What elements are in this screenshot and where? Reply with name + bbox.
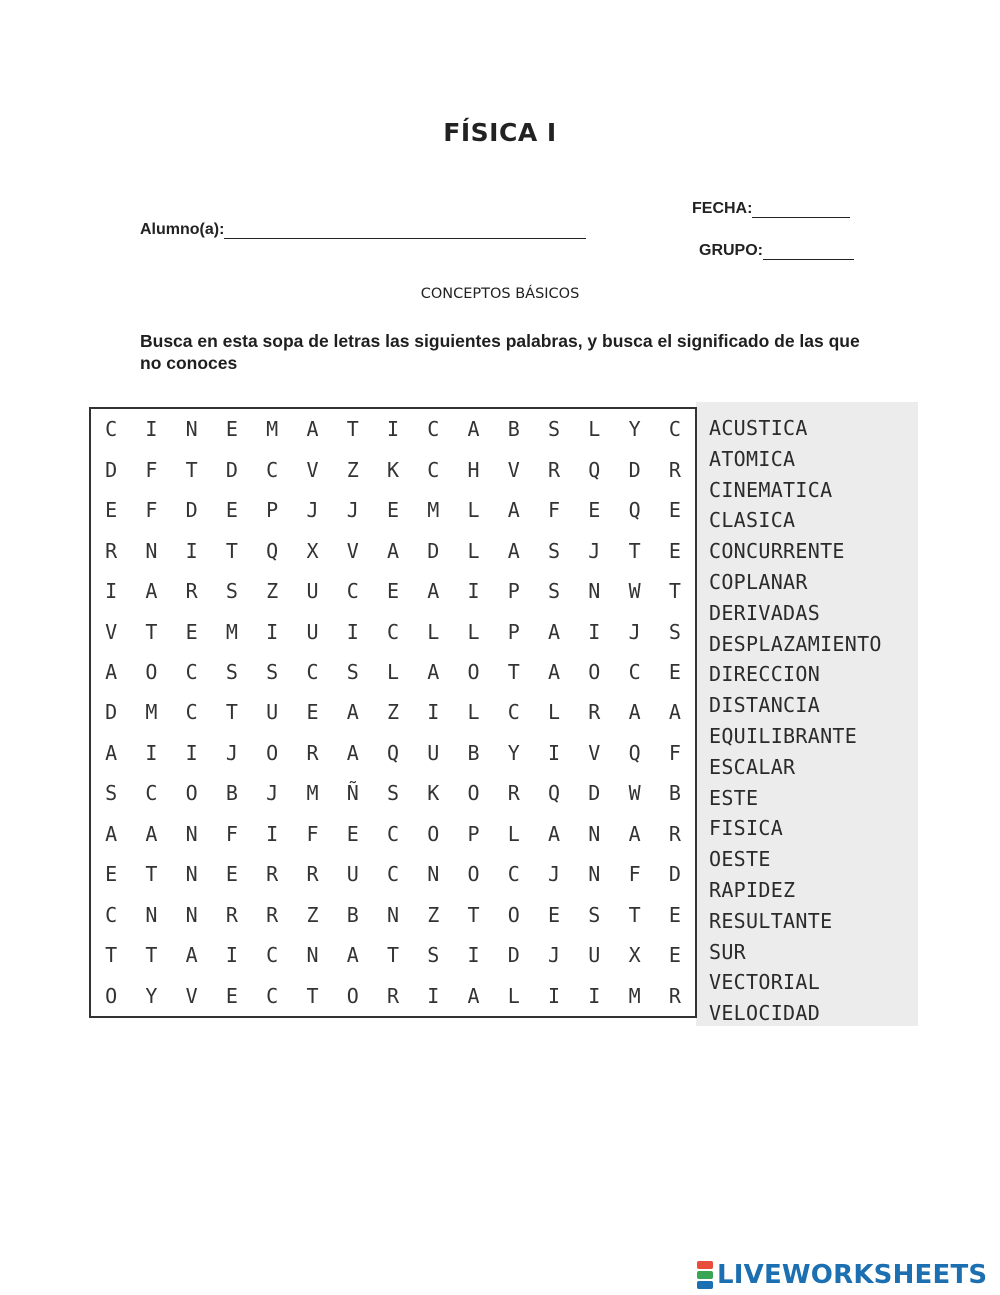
- grid-cell[interactable]: C: [185, 660, 198, 685]
- grid-cell[interactable]: T: [145, 862, 158, 887]
- grid-cell[interactable]: O: [467, 781, 480, 806]
- grid-cell[interactable]: C: [145, 781, 158, 806]
- grid-cell[interactable]: O: [427, 821, 440, 846]
- grid-cell[interactable]: D: [427, 538, 440, 563]
- grid-cell[interactable]: A: [185, 943, 198, 968]
- grid-cell[interactable]: D: [628, 457, 641, 482]
- grid-cell[interactable]: F: [548, 498, 561, 523]
- grid-cell[interactable]: E: [346, 821, 359, 846]
- grid-cell[interactable]: J: [548, 943, 561, 968]
- grid-cell[interactable]: E: [668, 660, 681, 685]
- grid-cell[interactable]: M: [427, 498, 440, 523]
- grid-cell[interactable]: E: [225, 862, 238, 887]
- grid-cell[interactable]: T: [628, 902, 641, 927]
- grid-cell[interactable]: A: [145, 579, 158, 604]
- word-list-item: ATOMICA: [709, 446, 796, 471]
- grid-cell[interactable]: A: [467, 983, 480, 1008]
- grid-cell[interactable]: F: [145, 457, 158, 482]
- grid-cell[interactable]: A: [548, 821, 561, 846]
- grid-cell[interactable]: U: [588, 943, 601, 968]
- grid-cell[interactable]: R: [588, 700, 601, 725]
- grid-cell[interactable]: K: [427, 781, 440, 806]
- grid-cell[interactable]: U: [346, 862, 359, 887]
- grid-cell[interactable]: U: [266, 700, 279, 725]
- grid-cell[interactable]: I: [427, 983, 440, 1008]
- grid-cell[interactable]: O: [145, 660, 158, 685]
- grid-cell[interactable]: Z: [346, 457, 359, 482]
- liveworksheets-logo-icon: [697, 1260, 713, 1290]
- grid-cell[interactable]: I: [548, 983, 561, 1008]
- grid-cell[interactable]: K: [386, 457, 400, 482]
- grid-cell[interactable]: N: [145, 538, 158, 563]
- grid-cell[interactable]: E: [548, 902, 561, 927]
- grid-cell[interactable]: E: [105, 498, 118, 523]
- grid-cell[interactable]: R: [668, 821, 681, 846]
- grid-cell[interactable]: T: [467, 902, 480, 927]
- grid-cell[interactable]: I: [266, 619, 279, 644]
- word-list-item: DERIVADAS: [709, 600, 821, 625]
- grid-cell[interactable]: D: [105, 457, 118, 482]
- grid-cell[interactable]: I: [346, 619, 359, 644]
- grid-cell[interactable]: N: [306, 943, 319, 968]
- grid-cell[interactable]: B: [467, 740, 480, 765]
- grid-cell[interactable]: E: [225, 983, 238, 1008]
- grid-cell[interactable]: A: [507, 498, 520, 523]
- grid-cell[interactable]: L: [467, 538, 480, 563]
- section-subtitle: CONCEPTOS BÁSICOS: [420, 286, 580, 302]
- grid-cell[interactable]: C: [507, 862, 520, 887]
- grid-cell[interactable]: N: [145, 902, 158, 927]
- grid-cell[interactable]: O: [185, 781, 198, 806]
- grid-cell[interactable]: F: [145, 498, 158, 523]
- grid-cell[interactable]: Q: [548, 781, 561, 806]
- logo-block: [697, 1281, 713, 1289]
- grid-cell[interactable]: E: [668, 538, 681, 563]
- grid-cell[interactable]: H: [467, 457, 480, 482]
- grid-cell[interactable]: Z: [386, 700, 400, 725]
- grid-cell[interactable]: A: [427, 660, 440, 685]
- grid-cell[interactable]: I: [185, 740, 198, 765]
- grid-cell[interactable]: Z: [427, 902, 440, 927]
- grid-cell[interactable]: I: [467, 943, 480, 968]
- grid-cell[interactable]: L: [548, 700, 561, 725]
- grid-cell[interactable]: S: [548, 417, 561, 442]
- grid-cell[interactable]: L: [588, 417, 601, 442]
- grupo-blank[interactable]: [763, 243, 854, 260]
- grid-cell[interactable]: I: [588, 983, 601, 1008]
- grid-cell[interactable]: L: [467, 700, 480, 725]
- grid-cell[interactable]: V: [185, 983, 198, 1008]
- grid-cell[interactable]: S: [427, 943, 440, 968]
- fecha-label: FECHA:: [692, 200, 753, 217]
- grid-cell[interactable]: O: [346, 983, 359, 1008]
- grid-cell[interactable]: I: [145, 417, 158, 442]
- grid-cell[interactable]: A: [145, 821, 158, 846]
- grid-cell[interactable]: C: [386, 862, 400, 887]
- word-list-item: OESTE: [709, 847, 771, 872]
- grid-cell[interactable]: L: [386, 660, 400, 685]
- grid-cell[interactable]: D: [668, 862, 681, 887]
- grid-cell[interactable]: M: [145, 700, 158, 725]
- grid-cell[interactable]: A: [386, 538, 400, 563]
- grid-cell[interactable]: R: [306, 740, 319, 765]
- grid-cell[interactable]: L: [467, 498, 480, 523]
- grid-cell[interactable]: A: [628, 821, 641, 846]
- word-list-item: DESPLAZAMIENTO: [709, 631, 882, 656]
- grid-cell[interactable]: E: [588, 498, 601, 523]
- grid-cell[interactable]: D: [588, 781, 601, 806]
- word-list-item: VECTORIAL: [709, 970, 821, 995]
- word-list-item: ESTE: [709, 785, 759, 810]
- grid-cell[interactable]: I: [467, 579, 480, 604]
- grid-cell[interactable]: M: [266, 417, 279, 442]
- grid-cell[interactable]: L: [427, 619, 440, 644]
- grid-cell[interactable]: C: [266, 983, 279, 1008]
- grid-cell[interactable]: O: [588, 660, 601, 685]
- grid-cell[interactable]: A: [105, 740, 118, 765]
- grid-cell[interactable]: Ñ: [346, 781, 359, 806]
- grid-cell[interactable]: V: [306, 457, 319, 482]
- grid-cell[interactable]: C: [628, 660, 641, 685]
- grid-cell[interactable]: F: [306, 821, 319, 846]
- word-list-item: COPLANAR: [709, 569, 808, 594]
- grid-cell[interactable]: M: [628, 983, 641, 1008]
- grid-cell[interactable]: T: [105, 943, 118, 968]
- grid-cell[interactable]: E: [386, 498, 400, 523]
- grid-cell[interactable]: N: [588, 862, 601, 887]
- grid-cell[interactable]: I: [145, 740, 158, 765]
- grid-cell[interactable]: Q: [628, 740, 641, 765]
- word-list: [709, 413, 882, 1029]
- grid-cell[interactable]: S: [588, 902, 601, 927]
- grid-cell[interactable]: X: [628, 943, 641, 968]
- grid-cell[interactable]: J: [346, 498, 359, 523]
- grid-cell[interactable]: E: [668, 902, 681, 927]
- grid-cell[interactable]: N: [588, 821, 601, 846]
- instructions-text: Busca en esta sopa de letras las siguientes palabras, y busca el significado de las que no conoces: [140, 331, 860, 373]
- grid-cell[interactable]: T: [185, 457, 198, 482]
- grid-cell[interactable]: Q: [588, 457, 601, 482]
- grid-cell[interactable]: P: [507, 619, 520, 644]
- grid-cell[interactable]: T: [507, 660, 520, 685]
- grid-cell[interactable]: W: [628, 781, 641, 806]
- grid-cell[interactable]: A: [105, 821, 118, 846]
- grupo-field[interactable]: [699, 242, 854, 260]
- grid-cell[interactable]: R: [548, 457, 561, 482]
- word-list-item: CLASICA: [709, 508, 796, 533]
- fecha-field[interactable]: [692, 200, 850, 218]
- grid-cell[interactable]: L: [467, 619, 480, 644]
- grid-cell[interactable]: S: [346, 660, 359, 685]
- grupo-label: GRUPO:: [699, 242, 763, 259]
- grid-cell[interactable]: I: [185, 538, 198, 563]
- grid-cell[interactable]: E: [668, 943, 681, 968]
- grid-cell[interactable]: V: [105, 619, 118, 644]
- grid-cell[interactable]: E: [225, 417, 238, 442]
- grid-cell[interactable]: O: [467, 862, 480, 887]
- grid-cell[interactable]: X: [306, 538, 319, 563]
- grid-cell[interactable]: V: [507, 457, 520, 482]
- grid-cell[interactable]: T: [145, 619, 158, 644]
- grid-cell[interactable]: B: [668, 781, 681, 806]
- grid-cell[interactable]: J: [225, 740, 238, 765]
- grid-cell[interactable]: C: [346, 579, 359, 604]
- grid-cell[interactable]: C: [668, 417, 681, 442]
- word-list-item: RESULTANTE: [709, 908, 833, 933]
- word-list-item: VELOCIDAD: [709, 1001, 821, 1026]
- grid-cell[interactable]: N: [185, 417, 198, 442]
- grid-cell[interactable]: S: [668, 619, 681, 644]
- grid-cell[interactable]: I: [266, 821, 279, 846]
- grid-cell[interactable]: U: [427, 740, 440, 765]
- grid-cell[interactable]: C: [427, 417, 440, 442]
- grid-cell[interactable]: P: [507, 579, 520, 604]
- grid-cell[interactable]: I: [427, 700, 440, 725]
- word-search-grid[interactable]: [89, 407, 697, 1018]
- grid-cell[interactable]: T: [225, 538, 238, 563]
- grid-cell[interactable]: N: [185, 902, 198, 927]
- grid-cell[interactable]: C: [266, 943, 279, 968]
- grid-cell[interactable]: S: [225, 579, 238, 604]
- grid-cell[interactable]: I: [386, 417, 400, 442]
- alumno-blank[interactable]: [224, 222, 586, 239]
- grid-cell[interactable]: V: [588, 740, 601, 765]
- liveworksheets-brand: LIVEWORKSHEETS: [717, 1260, 988, 1290]
- grid-cell[interactable]: E: [668, 498, 681, 523]
- word-list-item: SUR: [709, 939, 747, 964]
- grid-cell[interactable]: F: [628, 862, 641, 887]
- grid-cell[interactable]: T: [346, 417, 359, 442]
- alumno-field[interactable]: [140, 221, 586, 239]
- grid-cell[interactable]: C: [105, 417, 118, 442]
- grid-cell[interactable]: Q: [628, 498, 641, 523]
- grid-cell[interactable]: O: [507, 902, 520, 927]
- grid-cell[interactable]: D: [225, 457, 238, 482]
- grid-cell[interactable]: Y: [507, 740, 520, 765]
- grid-cell[interactable]: I: [225, 943, 238, 968]
- word-list-item: ACUSTICA: [709, 416, 808, 440]
- grid-cell[interactable]: R: [266, 862, 279, 887]
- liveworksheets-logo[interactable]: [697, 1258, 987, 1292]
- grid-cell[interactable]: R: [507, 781, 520, 806]
- word-list-item: CONCURRENTE: [709, 539, 845, 564]
- alumno-label: Alumno(a):: [140, 221, 225, 238]
- grid-cell[interactable]: T: [225, 700, 238, 725]
- grid-cell[interactable]: T: [145, 943, 158, 968]
- grid-cell[interactable]: T: [306, 983, 319, 1008]
- grid-cell[interactable]: N: [588, 579, 601, 604]
- grid-cell[interactable]: U: [306, 619, 319, 644]
- grid-cell[interactable]: R: [306, 862, 319, 887]
- grid-cell[interactable]: L: [507, 983, 520, 1008]
- word-list-item: FISICA: [709, 816, 784, 841]
- grid-cell[interactable]: T: [668, 579, 681, 604]
- grid-cell[interactable]: E: [386, 579, 400, 604]
- grid-cell[interactable]: M: [225, 619, 238, 644]
- grid-cell[interactable]: Q: [266, 538, 279, 563]
- grid-cell[interactable]: J: [548, 862, 561, 887]
- grid-cell[interactable]: J: [628, 619, 641, 644]
- grid-cell[interactable]: Z: [306, 902, 319, 927]
- grid-cell[interactable]: D: [105, 700, 118, 725]
- grid-cell[interactable]: S: [266, 660, 279, 685]
- grid-cell[interactable]: E: [225, 498, 238, 523]
- grid-cell[interactable]: M: [306, 781, 319, 806]
- word-list-item: RAPIDEZ: [709, 877, 796, 902]
- grid-cell[interactable]: T: [628, 538, 641, 563]
- word-list-item: CINEMATICA: [709, 477, 833, 502]
- grid-cell[interactable]: A: [346, 700, 359, 725]
- grid-cell[interactable]: A: [346, 943, 359, 968]
- grid-cell[interactable]: C: [386, 619, 400, 644]
- grid-cell[interactable]: R: [668, 983, 681, 1008]
- grid-cell[interactable]: B: [507, 417, 520, 442]
- grid-cell[interactable]: C: [266, 457, 279, 482]
- word-list-item: DISTANCIA: [709, 693, 821, 718]
- grid-cell[interactable]: C: [306, 660, 319, 685]
- grid-cell[interactable]: A: [427, 579, 440, 604]
- grid-cell[interactable]: N: [427, 862, 440, 887]
- grid-cell[interactable]: A: [668, 700, 681, 725]
- grid-cell[interactable]: Y: [145, 983, 158, 1008]
- grid-cell[interactable]: P: [266, 498, 279, 523]
- grid-cell[interactable]: P: [467, 821, 480, 846]
- grid-cell[interactable]: N: [185, 821, 198, 846]
- grid-cell[interactable]: D: [507, 943, 520, 968]
- grid-cell[interactable]: R: [668, 457, 681, 482]
- grid-cell[interactable]: I: [588, 619, 601, 644]
- grid-cell[interactable]: U: [306, 579, 319, 604]
- grid-cell[interactable]: T: [386, 943, 400, 968]
- grid-cell[interactable]: I: [105, 579, 118, 604]
- grid-cell[interactable]: Z: [266, 579, 279, 604]
- grid-cell[interactable]: R: [386, 983, 400, 1008]
- grid-cell[interactable]: A: [548, 660, 561, 685]
- grid-cell[interactable]: A: [105, 660, 118, 685]
- grid-cell[interactable]: J: [306, 498, 319, 523]
- grid-cell[interactable]: O: [467, 660, 480, 685]
- grid-cell[interactable]: S: [548, 579, 561, 604]
- grid-cell[interactable]: S: [386, 781, 400, 806]
- grid-cell[interactable]: R: [105, 538, 118, 563]
- grid-cell[interactable]: D: [185, 498, 198, 523]
- grid-cell[interactable]: A: [548, 619, 561, 644]
- grid-cell[interactable]: V: [346, 538, 359, 563]
- grid-cell[interactable]: I: [548, 740, 561, 765]
- fecha-blank[interactable]: [752, 201, 850, 218]
- grid-cell[interactable]: R: [225, 902, 238, 927]
- logo-block: [697, 1261, 713, 1269]
- grid-cell[interactable]: Y: [628, 417, 641, 442]
- grid-cell[interactable]: R: [266, 902, 279, 927]
- grid-cell[interactable]: C: [386, 821, 400, 846]
- word-list-item: ESCALAR: [709, 754, 796, 779]
- grid-cell[interactable]: C: [185, 700, 198, 725]
- grid-cell[interactable]: A: [628, 700, 641, 725]
- grid-cell[interactable]: E: [306, 700, 319, 725]
- grid-cell[interactable]: S: [105, 781, 118, 806]
- grid-cell[interactable]: F: [225, 821, 238, 846]
- grid-cell[interactable]: A: [306, 417, 319, 442]
- grid-cell[interactable]: E: [105, 862, 118, 887]
- grid-cell[interactable]: O: [266, 740, 279, 765]
- grid-cell[interactable]: A: [346, 740, 359, 765]
- grid-cell[interactable]: J: [588, 538, 601, 563]
- grid-cell[interactable]: W: [628, 579, 641, 604]
- grid-cell[interactable]: C: [427, 457, 440, 482]
- page-title: FÍSICA I: [443, 118, 557, 147]
- grid-cell[interactable]: B: [346, 902, 359, 927]
- grid-cell[interactable]: N: [386, 902, 400, 927]
- grid-cell[interactable]: S: [548, 538, 561, 563]
- grid-cell[interactable]: C: [507, 700, 520, 725]
- word-list-item: EQUILIBRANTE: [709, 723, 858, 748]
- grid-cell[interactable]: O: [105, 983, 118, 1008]
- logo-block: [697, 1271, 713, 1279]
- grid-cell[interactable]: A: [507, 538, 520, 563]
- grid-cell[interactable]: J: [266, 781, 279, 806]
- grid-cell[interactable]: F: [668, 740, 681, 765]
- word-list-item: DIRECCION: [709, 662, 821, 687]
- grid-cell[interactable]: C: [105, 902, 118, 927]
- grid-cell[interactable]: N: [185, 862, 198, 887]
- grid-cell[interactable]: S: [225, 660, 238, 685]
- grid-cell[interactable]: A: [467, 417, 480, 442]
- grid-cell[interactable]: B: [225, 781, 238, 806]
- grid-cell[interactable]: L: [507, 821, 520, 846]
- grid-cell[interactable]: E: [185, 619, 198, 644]
- grid-cell[interactable]: R: [185, 579, 198, 604]
- grid-cell[interactable]: Q: [386, 740, 400, 765]
